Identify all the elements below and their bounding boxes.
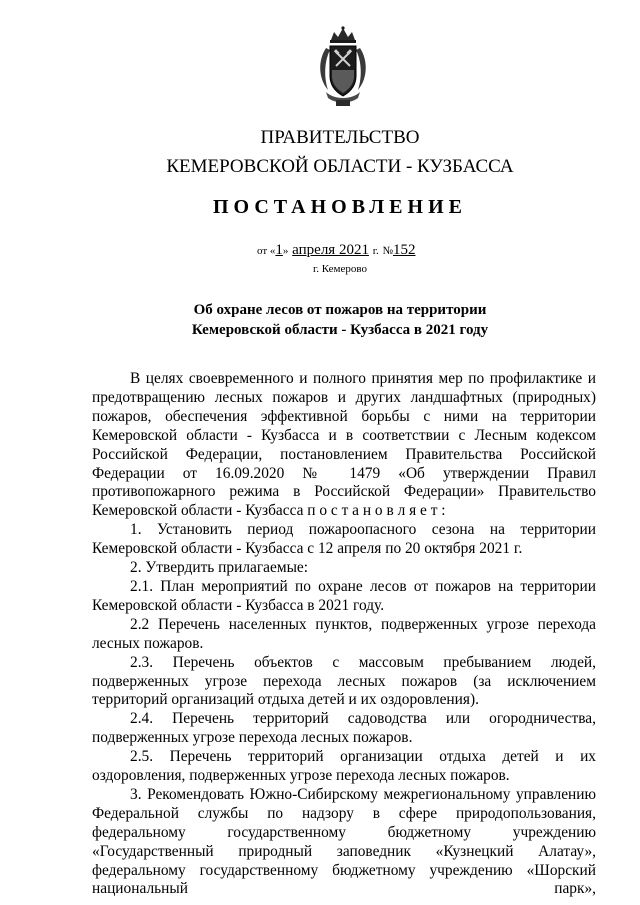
date-day: 1 — [275, 242, 283, 258]
paragraph-item-2-5: 2.5. Перечень территорий организации отдыха детей и их оздоровления, подверженных угрозе перехода лесных пожаров. — [92, 748, 596, 785]
document-date-number — [257, 242, 415, 259]
paragraph-item-1: 1. Установить период пожароопасного сезона на территории Кемеровской области - Кузбасса с 12 апреля по 20 октября 2021 г. — [92, 521, 596, 558]
date-year-suffix: г. — [372, 245, 379, 257]
government-name-line2: КЕМЕРОВСКОЙ ОБЛАСТИ - КУЗБАССА — [166, 156, 514, 177]
document-type-title: ПОСТАНОВЛЕНИЕ — [213, 196, 467, 218]
date-month-year: апреля 2021 — [292, 242, 369, 258]
number-sign: № — [382, 245, 393, 257]
paragraph-item-2: 2. Утвердить прилагаемые: — [130, 559, 309, 577]
document-number: 152 — [392, 242, 416, 258]
government-name-line1: ПРАВИТЕЛЬСТВО — [260, 127, 420, 148]
paragraph-item-2-3: 2.3. Перечень объектов с массовым пребыванием людей, подверженных угрозе перехода лесных пожаров (за исключением территорий организаций отдыха детей и их оздоровления). — [92, 653, 596, 709]
document-subject — [20, 300, 640, 340]
city-name: г. Кемерово — [312, 263, 368, 275]
subject-line2: Кемеровской области - Кузбасса в 2021 году — [191, 322, 489, 338]
paragraph-item-2-1: 2.1. План мероприятий по охране лесов от пожаров на территории Кемеровской области - Кузбасса в 2021 году. — [92, 577, 596, 614]
paragraph-item-2-4: 2.4. Перечень территорий садоводства или огородничества, подверженных угрозе перехода лесных пожаров. — [92, 710, 596, 747]
paragraph-item-2-2: 2.2 Перечень населенных пунктов, подверженных угрозе перехода лесных пожаров. — [92, 615, 596, 652]
subject-line1: Об охране лесов от пожаров на территории — [193, 302, 487, 318]
document-body — [92, 370, 596, 899]
date-prefix: от « — [257, 245, 276, 257]
coat-of-arms-emblem — [314, 26, 372, 108]
paragraph-item-3: 3. Рекомендовать Южно-Сибирскому межрегиональному управлению Федеральной службы по надзору в сфере природопользования, федеральному государственному бюджетному учреждению «Государственный природный заповедник «Кузнецкий Алатау», федеральному государственному бюджетному учреждению «Шорский национальный парк», — [92, 785, 596, 898]
paragraph-preamble: В целях своевременного и полного принятия мер по профилактике и предотвращению лесных пожаров и других ландшафтных (природных) пожаров, обеспечения эффективной борьбы с ними на территории Кемеровской области - Кузбасса и в соответствии с Лесным кодексом Российской Федерации, постановлением Правительства Российской Федерации от 16.09.2020 № 1479 «Об утверждении Правил противопожарного режима в Российской Федерации» Правительство Кемеровской области - Кузбасса п о с т а н о в л я е т : — [92, 370, 596, 520]
date-mid: » — [282, 245, 289, 257]
